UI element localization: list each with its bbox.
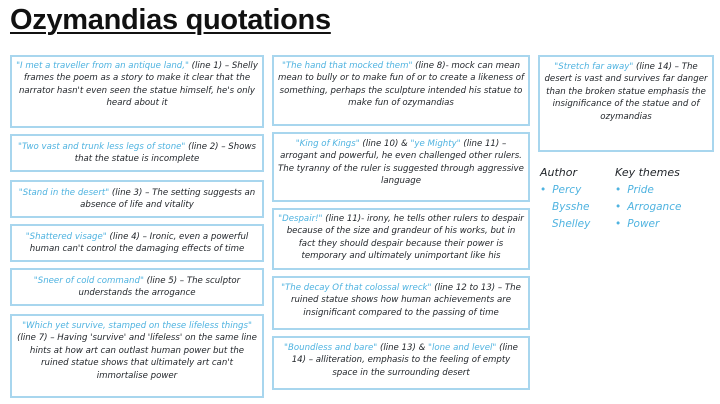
quote-note: – Having 'survive' and 'lifeless' on the same line hints at how art can outlast human power but the ruined statue shows that ultimately art can't immortalise power	[29, 333, 257, 381]
line-ref: (line 10) &	[359, 139, 411, 149]
quote-text-2: "lone and level"	[428, 343, 497, 353]
quote-note: – Ironic, even a powerful human can't control the damaging effects of time	[29, 232, 249, 255]
quote-note: The ruined statue shows how human achievements are insignificant compared to the passing of time	[290, 283, 521, 318]
page-title: Ozymandias quotations	[10, 4, 331, 36]
quote-text-2: "ye Mighty"	[410, 139, 461, 149]
quote-note: - mock can mean mean to bully or to make fun of or to create a likeness of something, perhaps the sculpture intended his statue to make fun of ozymandias	[278, 61, 524, 109]
quote-note: arrogant and powerful, he even challenged other rulers. The tyranny of the ruler is suggested through aggressive language	[278, 151, 524, 187]
line-ref: (line 11)	[322, 214, 362, 224]
line-ref: (line 3)	[109, 188, 143, 198]
quote-card-line-2	[10, 134, 264, 172]
quote-card-line-1	[10, 55, 264, 128]
line-ref: (line 5)	[143, 276, 178, 286]
quote-text: "Sneer of cold command"	[33, 276, 144, 286]
quote-card-line-12-13	[272, 276, 530, 330]
line-ref-2: (line 14)	[291, 343, 518, 366]
line-ref: (line 1)	[188, 61, 223, 71]
quote-text: "Stand in the desert"	[18, 188, 110, 198]
quote-note: – Shelly frames the poem as a story to make it clear that the narrator hasn't even seen the statue himself, he's only heard about it	[18, 61, 258, 109]
quote-note: – The sculptor understands the arrogance	[78, 276, 241, 299]
theme-item-3: • Power	[615, 218, 660, 230]
author-name-1: • Percy	[540, 184, 582, 196]
quote-text: "King of Kings"	[295, 139, 360, 149]
author-name-3: Shelley	[552, 218, 591, 230]
quote-card-line-11	[272, 208, 530, 270]
author-heading: Author	[540, 166, 578, 179]
quote-note: – alliteration, emphasis to the feeling of empty space in the surrounding desert	[306, 355, 511, 378]
quote-card-line-13-14	[272, 336, 530, 390]
line-ref: (line 13) &	[377, 343, 429, 353]
line-ref: (line 12 to 13) –	[431, 283, 503, 293]
quote-card-line-4	[10, 224, 264, 262]
line-ref-2: (line 11) –	[460, 139, 507, 149]
line-ref: (line 14)	[633, 62, 672, 72]
quote-note: Shows that the statue is incomplete	[74, 142, 256, 165]
line-ref: (line 8)	[412, 61, 446, 71]
quote-card-line-3	[10, 180, 264, 218]
line-ref: (line 4)	[106, 232, 140, 242]
bullet-icon: •	[615, 201, 622, 213]
quote-text: "Stretch far away"	[554, 62, 634, 72]
theme-item-1: • Pride	[615, 184, 654, 196]
quote-card-line-14	[538, 55, 714, 152]
line-ref: (line 7)	[17, 333, 48, 344]
quote-text: "Two vast and trunk less legs of stone"	[18, 142, 186, 152]
quote-text: "The decay Of that colossal wreck"	[281, 283, 432, 293]
quote-text: "Which yet survive, stamped on these lifeless things"	[22, 321, 252, 331]
quote-note: – The setting suggests an absence of life and vitality	[80, 188, 256, 211]
bullet-icon: •	[615, 184, 622, 196]
theme-item-2: • Arrogance	[615, 201, 682, 213]
quote-text: "Boundless and bare"	[284, 343, 378, 353]
quote-card-line-8	[272, 55, 530, 126]
quote-text: "Shattered visage"	[25, 232, 107, 242]
quote-text: "Despair!"	[278, 214, 323, 224]
line-ref: (line 2) –	[185, 142, 226, 152]
themes-heading: Key themes	[615, 166, 680, 179]
quote-text: "I met a traveller from an antique land,"	[16, 61, 189, 71]
quote-text: "The hand that mocked them"	[281, 61, 413, 71]
quote-card-line-5	[10, 268, 264, 306]
quote-note: – The desert is vast and survives far danger than the broken statue emphasis the insignificance of the statue and of ozymandias	[544, 62, 708, 122]
quote-card-line-7	[10, 314, 264, 398]
author-name-2: Bysshe	[552, 201, 590, 213]
bullet-icon: •	[615, 218, 622, 230]
quote-card-line-10-11	[272, 132, 530, 202]
quote-note: - irony, he tells other rulers to despair because of the size and grandeur of his works, but in fact they should despair because their power is temporary and ultimately unimportant like his	[286, 214, 524, 262]
bullet-icon: •	[540, 184, 547, 196]
